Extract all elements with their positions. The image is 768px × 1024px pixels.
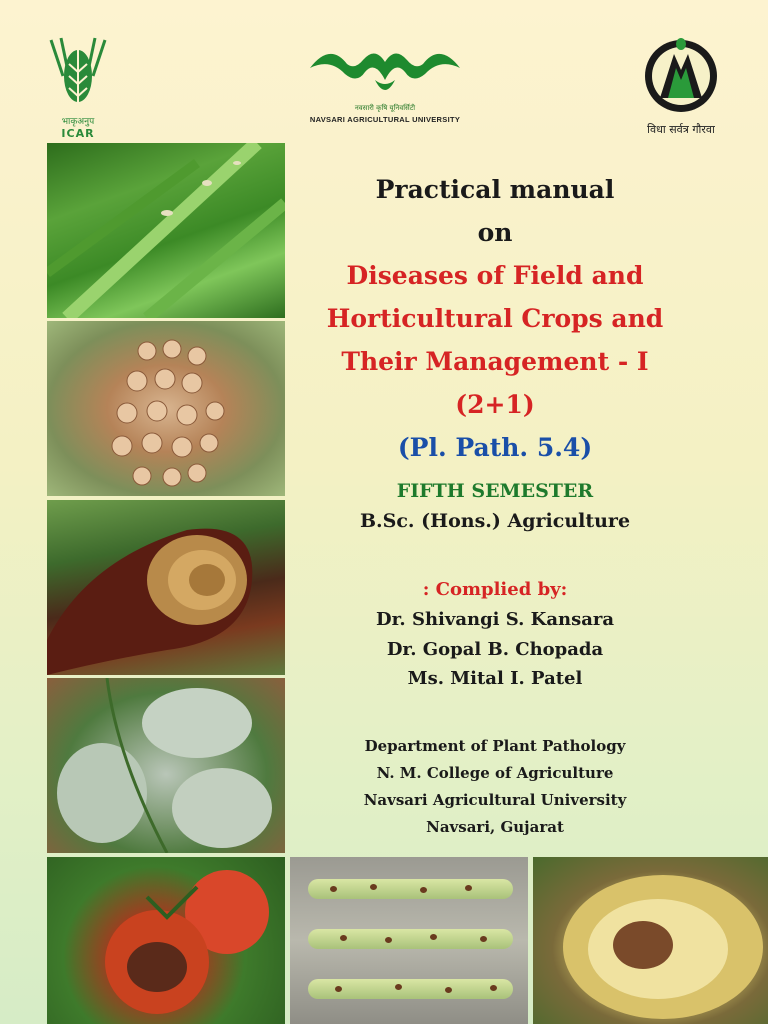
motto-text: विधा सर्वत्र गौरवा [647,123,715,136]
nau-text: NAVSARI AGRICULTURAL UNIVERSITY [309,115,461,124]
department-line: Department of Plant Pathology [364,737,626,755]
compiled-label: : Complied by: [422,579,568,600]
compiler-name: Ms. Mital I. Patel [407,668,583,689]
tomato-rot-photo [47,857,285,1024]
bird-wings-icon [305,40,465,100]
title-line-2: on [477,218,513,247]
title-line-1: Practical manual [375,175,615,204]
icar-text: ICAR [61,127,95,140]
fruit-rot-photo [533,857,768,1024]
title-line-4: Horticultural Crops and [326,304,664,333]
degree: B.Sc. (Hons.) Agriculture [359,510,631,532]
title-line-3: Diseases of Field and [346,261,644,290]
university-line: Navsari Agricultural University [363,791,627,809]
course-code: (Pl. Path. 5.4) [397,433,593,462]
semester: FIFTH SEMESTER [396,480,594,502]
nau-logo [300,40,470,130]
icar-hindi-text: भाकृअनुप [61,117,95,127]
compiler-name: Dr. Gopal B. Chopada [386,638,604,660]
powdery-mildew-photo [47,678,285,853]
icar-logo [40,36,116,140]
grain-disease-photo [47,321,285,496]
department-block [300,733,690,841]
semester-block [300,476,690,536]
leaf-blast-photo [47,143,285,318]
nau-hindi-text: नवसारी कृषि यूनिवर्सिटी [354,104,416,112]
title-line-5: Their Management - I (2+1) [341,347,649,419]
title-block [300,168,690,469]
college-line: N. M. College of Agriculture [376,764,614,782]
compiled-by-block [300,575,690,694]
emblem-logo [636,36,726,136]
bean-pods-photo [290,857,528,1024]
brinjal-rot-photo [47,500,285,675]
wheat-icon [43,36,113,108]
emblem-icon [638,36,724,116]
location-line: Navsari, Gujarat [426,818,564,836]
compiler-name: Dr. Shivangi S. Kansara [375,609,615,630]
